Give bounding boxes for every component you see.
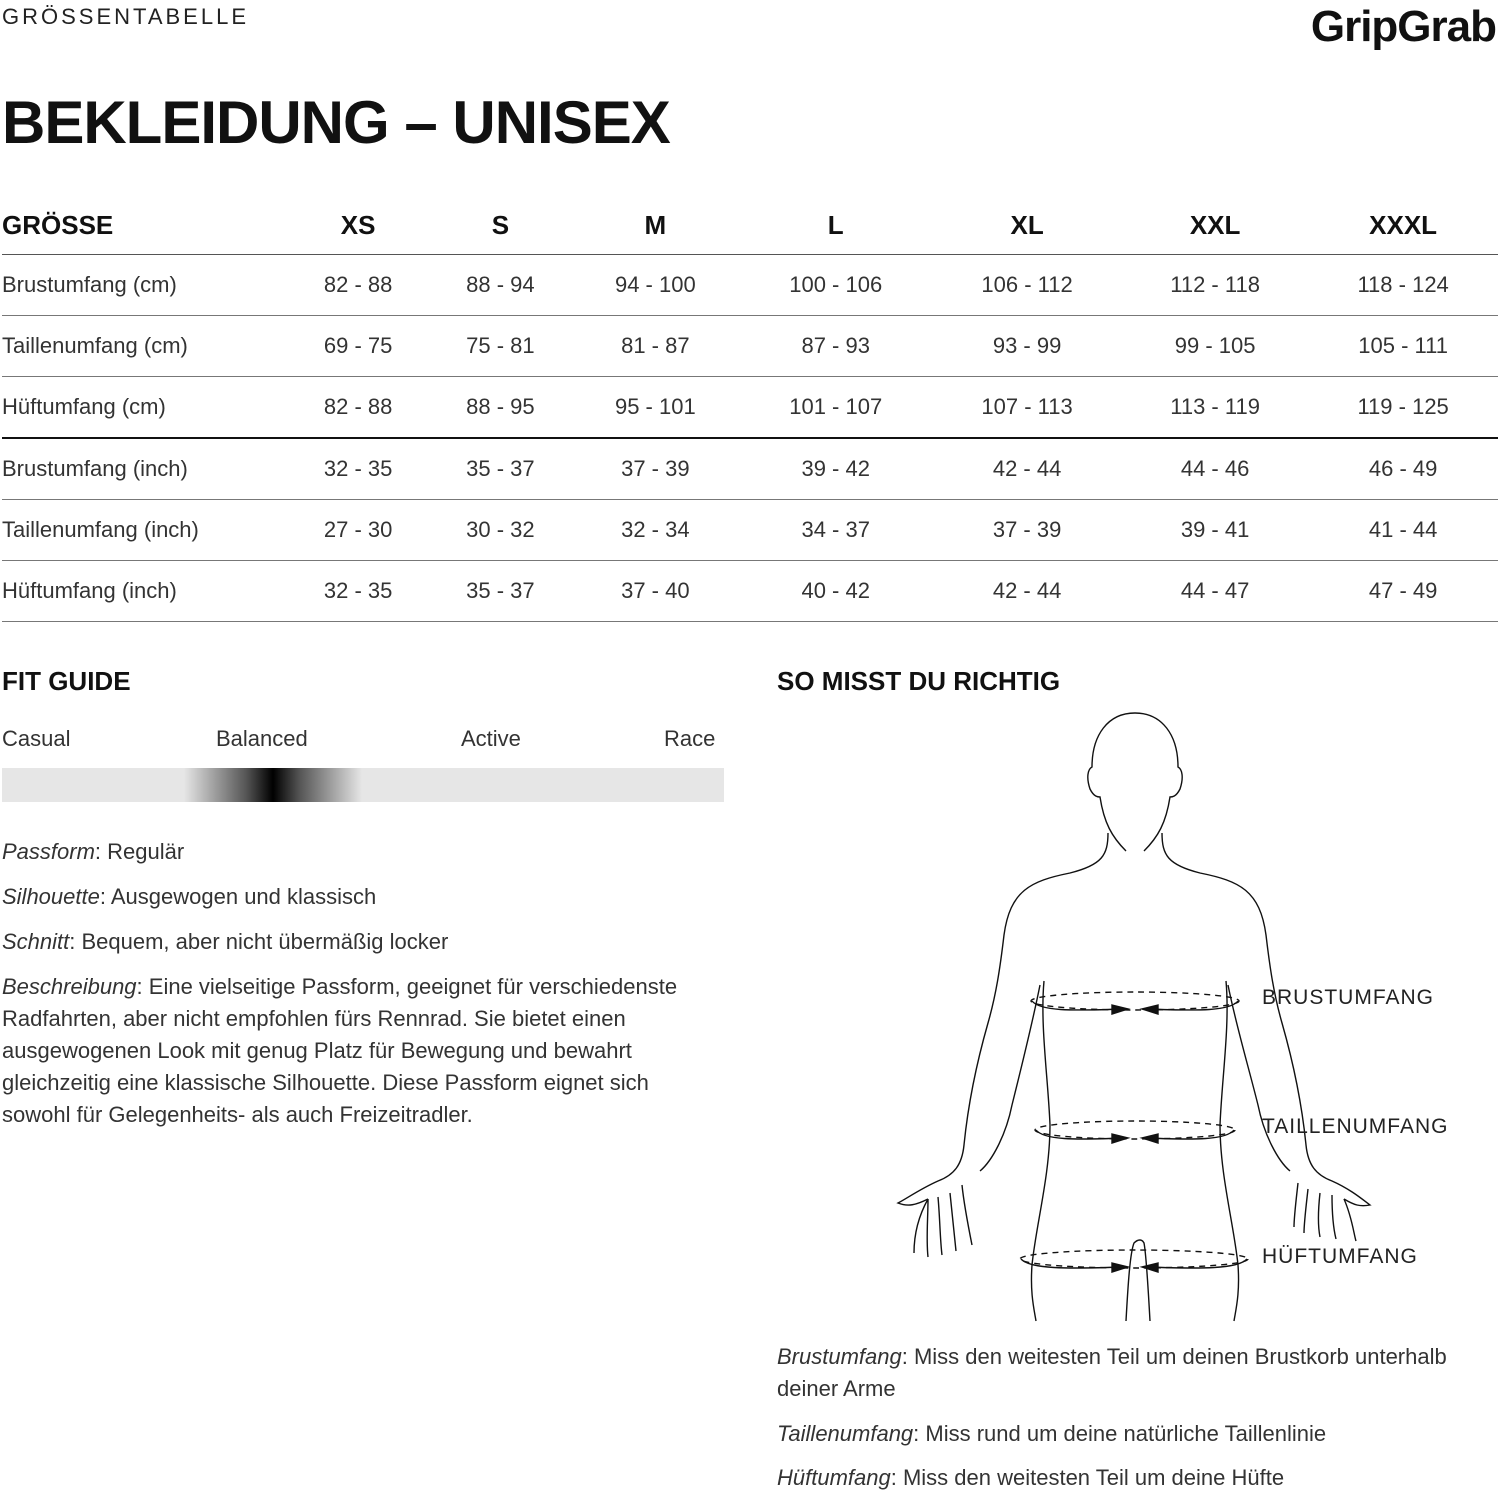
table-cell: 42 - 44 [932, 438, 1122, 500]
size-header-row [2, 196, 1498, 255]
waist-measure-line [1035, 1121, 1235, 1143]
property-value: : Regulär [94, 839, 185, 864]
page-title: BEKLEIDUNG – UNISEX [2, 89, 670, 156]
table-cell: 47 - 49 [1308, 561, 1498, 622]
table-cell: 82 - 88 [287, 255, 429, 316]
size-header-label: GRÖSSE [2, 196, 287, 255]
table-cell: 88 - 95 [429, 377, 571, 439]
row-label: Brustumfang (cm) [2, 255, 287, 316]
fit-label-active: Active [461, 726, 521, 751]
table-cell: 93 - 99 [932, 316, 1122, 377]
property-value: : Eine vielseitige Passform, geeignet für verschiedenste Radfahrten, aber nicht empfohlen fürs Rennrad. Sie bietet einen ausgewogenen Look mit genug Platz für Bewegung und bewahrt gleichzeitig eine klassische Silhouette. Diese Passform eignet sich sowohl für Gelegenheits- als auch Freizeitradler. [2, 974, 678, 1127]
measure-desc-brust [777, 1341, 1477, 1405]
page-kicker: GRÖSSENTABELLE [2, 4, 249, 29]
table-cell: 87 - 93 [739, 316, 932, 377]
table-cell: 39 - 41 [1122, 500, 1308, 561]
table-row [2, 255, 1498, 316]
fit-scale-bar [2, 768, 724, 802]
table-cell: 42 - 44 [932, 561, 1122, 622]
table-row [2, 561, 1498, 622]
table-cell: 81 - 87 [572, 316, 740, 377]
table-cell: 101 - 107 [739, 377, 932, 439]
table-cell: 99 - 105 [1122, 316, 1308, 377]
table-cell: 107 - 113 [932, 377, 1122, 439]
measure-desc-huefte [777, 1462, 1477, 1494]
table-cell: 27 - 30 [287, 500, 429, 561]
desc-key: Hüftumfang [777, 1465, 891, 1490]
desc-value: : Miss den weitesten Teil um deinen Brustkorb unterhalb deiner Arme [777, 1344, 1447, 1401]
table-cell: 46 - 49 [1308, 438, 1498, 500]
size-table [2, 196, 1498, 622]
table-cell: 32 - 35 [287, 438, 429, 500]
table-row [2, 377, 1498, 439]
property-key: Silhouette [2, 884, 100, 909]
table-cell: 112 - 118 [1122, 255, 1308, 316]
row-label: Brustumfang (inch) [2, 438, 287, 500]
row-label: Hüftumfang (cm) [2, 377, 287, 439]
brand-logo: GripGrab [1310, 2, 1496, 51]
chest-measure-line [1031, 992, 1239, 1014]
property-value: : Bequem, aber nicht übermäßig locker [69, 929, 449, 954]
table-row [2, 500, 1498, 561]
table-cell: 40 - 42 [739, 561, 932, 622]
hip-measure-line [1020, 1250, 1248, 1272]
row-label: Taillenumfang (cm) [2, 316, 287, 377]
table-cell: 37 - 40 [572, 561, 740, 622]
table-cell: 34 - 37 [739, 500, 932, 561]
size-m: M [572, 196, 740, 255]
table-cell: 119 - 125 [1308, 377, 1498, 439]
table-row [2, 316, 1498, 377]
size-s: S [429, 196, 571, 255]
label-taillenumfang: TAILLENUMFANG [1262, 1115, 1449, 1138]
fit-guide-title: FIT GUIDE [2, 666, 131, 696]
table-row [2, 438, 1498, 500]
fit-property-schnitt [2, 926, 722, 958]
fit-label-casual: Casual [2, 726, 71, 751]
desc-key: Taillenumfang [777, 1421, 914, 1446]
table-cell: 32 - 35 [287, 561, 429, 622]
size-xs: XS [287, 196, 429, 255]
property-key: Schnitt [2, 929, 70, 954]
table-cell: 37 - 39 [932, 500, 1122, 561]
row-label: Hüftumfang (inch) [2, 561, 287, 622]
table-cell: 75 - 81 [429, 316, 571, 377]
fit-label-race: Race [664, 726, 716, 751]
label-brustumfang: BRUSTUMFANG [1262, 986, 1435, 1009]
table-cell: 44 - 47 [1122, 561, 1308, 622]
size-xxxl: XXXL [1308, 196, 1498, 255]
table-cell: 82 - 88 [287, 377, 429, 439]
table-cell: 88 - 94 [429, 255, 571, 316]
property-value: : Ausgewogen und klassisch [99, 884, 377, 909]
desc-value: : Miss rund um deine natürliche Taillenlinie [913, 1421, 1327, 1446]
fit-property-passform [2, 836, 722, 868]
property-key: Beschreibung [2, 974, 137, 999]
table-cell: 32 - 34 [572, 500, 740, 561]
body-outline [898, 713, 1370, 1321]
measure-desc-taille [777, 1418, 1477, 1450]
row-label: Taillenumfang (inch) [2, 500, 287, 561]
table-cell: 95 - 101 [572, 377, 740, 439]
label-hueftumfang: HÜFTUMFANG [1262, 1245, 1418, 1268]
table-cell: 69 - 75 [287, 316, 429, 377]
table-cell: 35 - 37 [429, 438, 571, 500]
how-to-measure-title: SO MISST DU RICHTIG [777, 666, 1061, 696]
table-cell: 37 - 39 [572, 438, 740, 500]
fit-label-balanced: Balanced [216, 726, 308, 751]
table-cell: 106 - 112 [932, 255, 1122, 316]
size-l: L [739, 196, 932, 255]
table-cell: 30 - 32 [429, 500, 571, 561]
table-cell: 118 - 124 [1308, 255, 1498, 316]
fit-property-silhouette [2, 881, 722, 913]
fit-property-beschreibung [2, 971, 722, 1131]
table-cell: 41 - 44 [1308, 500, 1498, 561]
table-cell: 35 - 37 [429, 561, 571, 622]
desc-value: : Miss den weitesten Teil um deine Hüfte [890, 1465, 1285, 1490]
body-outline-figure [880, 705, 1500, 1325]
size-xl: XL [932, 196, 1122, 255]
table-cell: 113 - 119 [1122, 377, 1308, 439]
property-key: Passform [2, 839, 95, 864]
size-xxl: XXL [1122, 196, 1308, 255]
table-cell: 105 - 111 [1308, 316, 1498, 377]
table-cell: 44 - 46 [1122, 438, 1308, 500]
fit-indicator [184, 768, 362, 802]
table-cell: 94 - 100 [572, 255, 740, 316]
desc-key: Brustumfang [777, 1344, 902, 1369]
table-cell: 100 - 106 [739, 255, 932, 316]
table-cell: 39 - 42 [739, 438, 932, 500]
